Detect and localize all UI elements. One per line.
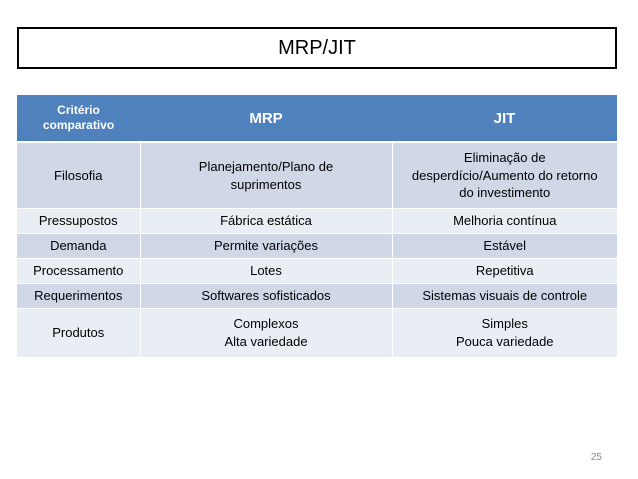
cell-line: do investimento xyxy=(459,185,551,201)
cell-criterio: Demanda xyxy=(17,234,140,259)
cell-criterio: Requerimentos xyxy=(17,284,140,309)
table-row xyxy=(17,142,617,209)
cell-jit: Sistemas visuais de controle xyxy=(392,284,617,309)
cell-criterio: Pressupostos xyxy=(17,209,140,234)
slide-number: 25 xyxy=(590,452,602,463)
cell-jit xyxy=(392,142,617,209)
cell-line: Complexos xyxy=(233,316,299,332)
cell-line: Pouca variedade xyxy=(455,334,554,349)
cell-mrp: Softwares sofisticados xyxy=(140,284,392,309)
cell-mrp: Lotes xyxy=(140,259,392,284)
cell-jit: Melhoria contínua xyxy=(392,209,617,234)
table-header-row xyxy=(17,95,617,142)
cell-jit xyxy=(392,309,617,358)
cell-mrp xyxy=(140,309,392,358)
header-criterio xyxy=(17,95,140,142)
cell-line: Planejamento/Plano de xyxy=(198,158,334,174)
cell-line: suprimentos xyxy=(230,176,302,192)
cell-mrp: Fábrica estática xyxy=(140,209,392,234)
cell-criterio: Filosofia xyxy=(17,142,140,209)
header-criterio-line: Critério xyxy=(57,103,100,117)
cell-criterio: Produtos xyxy=(17,309,140,358)
cell-line: Simples xyxy=(481,316,528,332)
cell-mrp xyxy=(140,142,392,209)
cell-jit: Estável xyxy=(392,234,617,259)
header-jit: JIT xyxy=(392,95,617,142)
header-mrp: MRP xyxy=(140,95,392,142)
header-criterio-line: comparativo xyxy=(42,118,115,132)
comparison-table xyxy=(17,95,617,358)
cell-criterio: Processamento xyxy=(17,259,140,284)
table-row xyxy=(17,309,617,358)
table-row xyxy=(17,234,617,259)
table-row xyxy=(17,284,617,309)
cell-mrp: Permite variações xyxy=(140,234,392,259)
cell-line: desperdício/Aumento do retorno xyxy=(411,167,598,183)
cell-line: Eliminação de xyxy=(463,150,546,166)
cell-line: Alta variedade xyxy=(224,334,308,349)
table-row xyxy=(17,209,617,234)
cell-jit: Repetitiva xyxy=(392,259,617,284)
table-row xyxy=(17,259,617,284)
slide-title: MRP/JIT xyxy=(17,27,617,69)
